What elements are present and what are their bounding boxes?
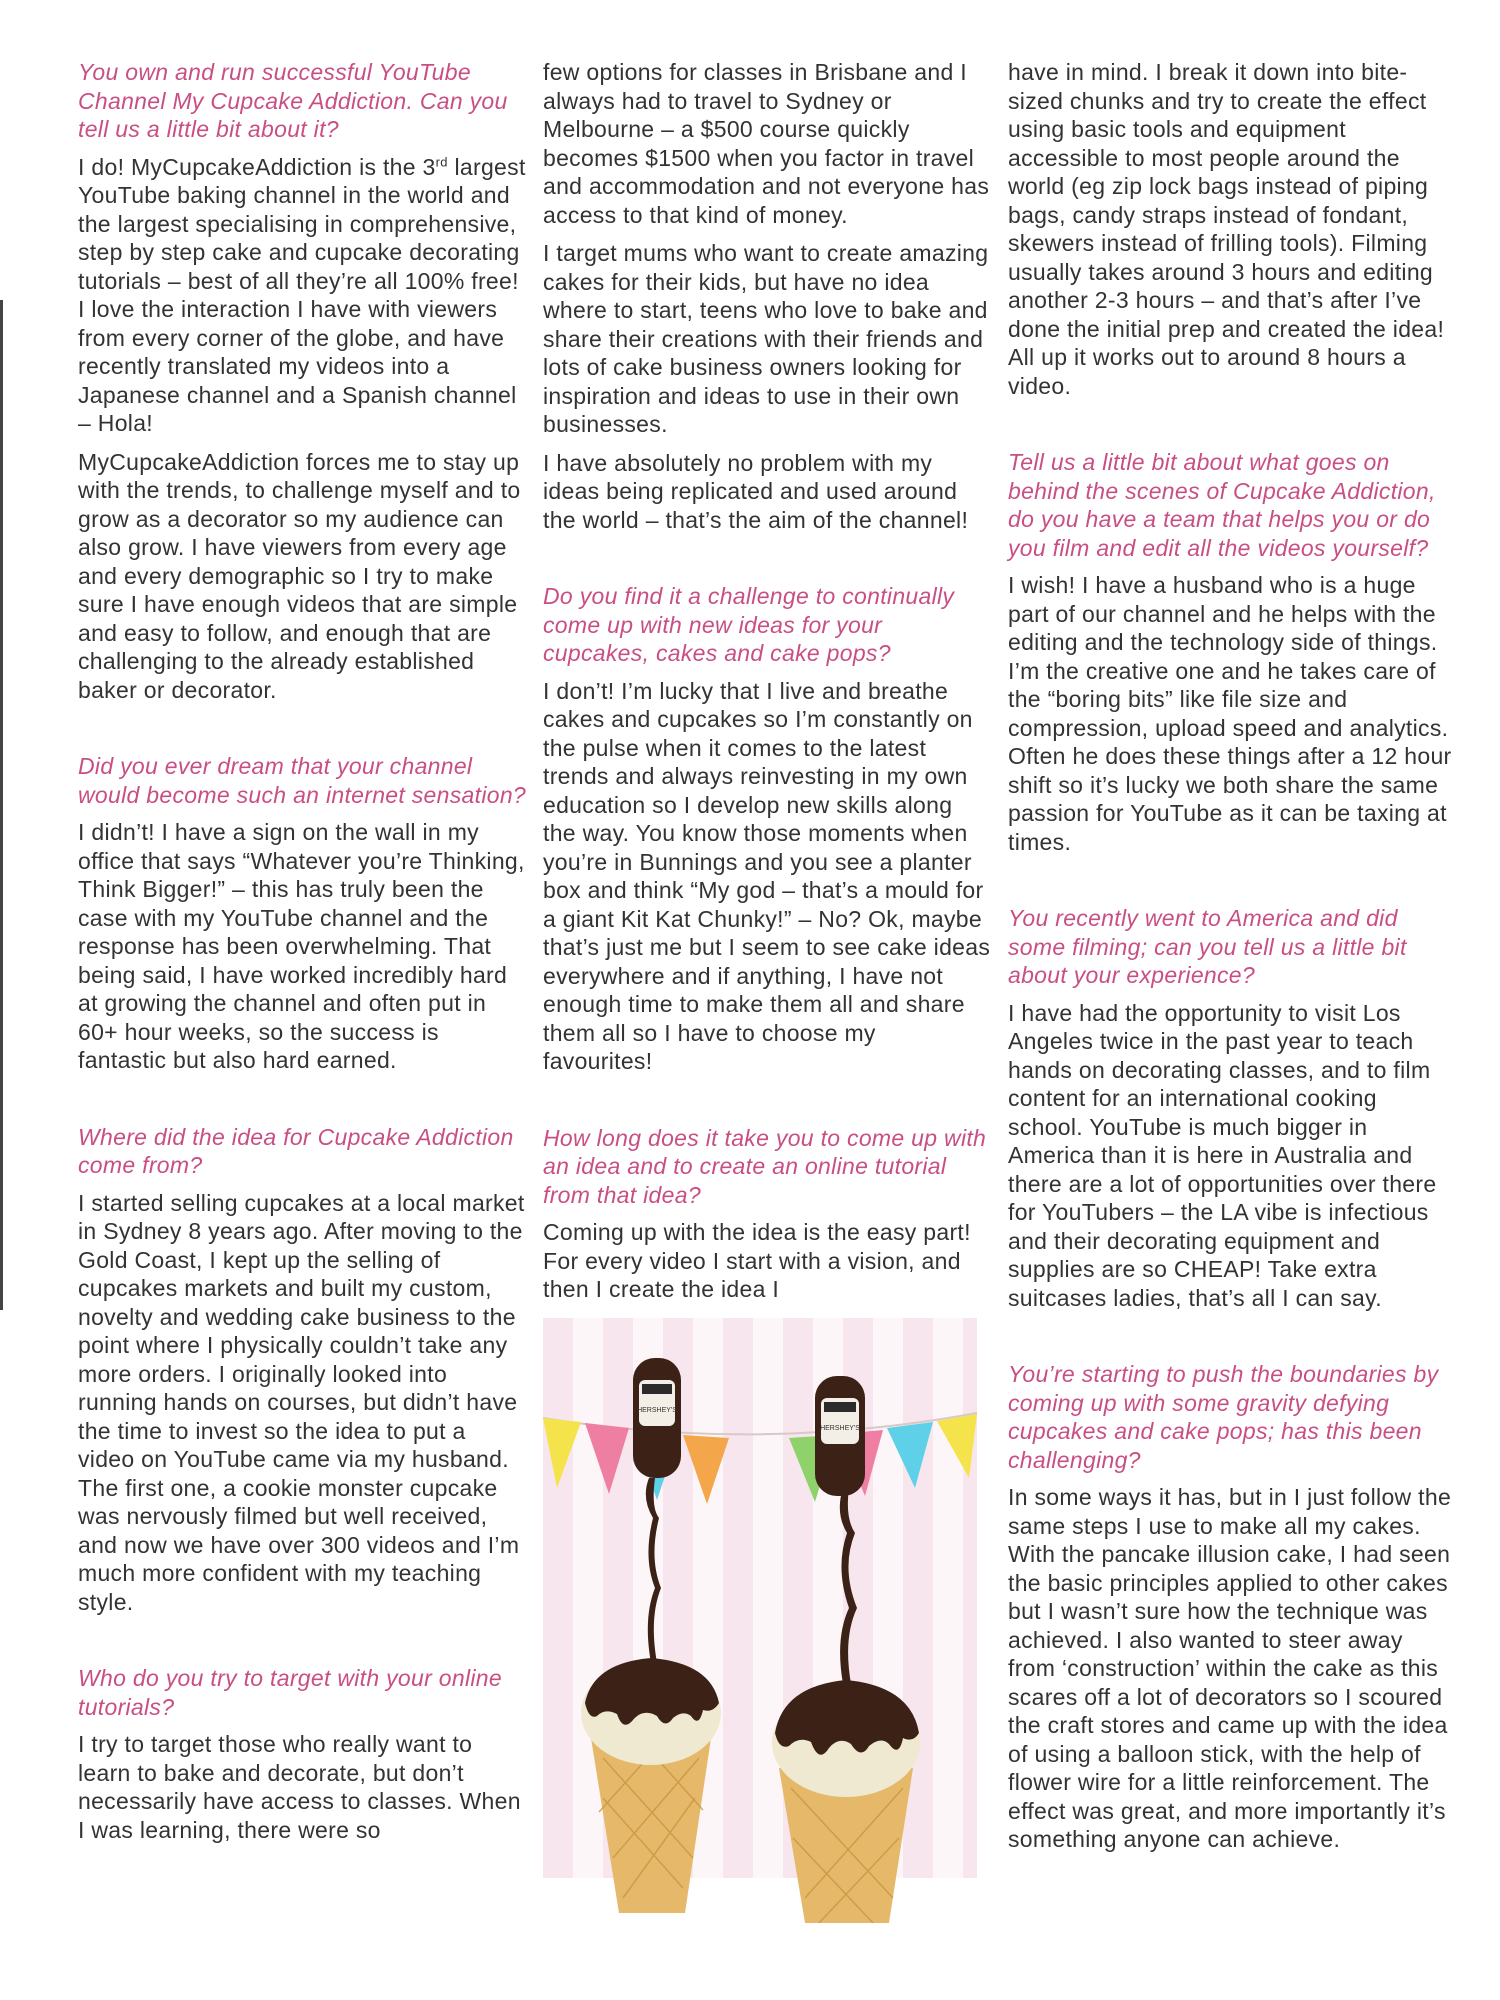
- column-1: [78, 58, 526, 1854]
- answer-paragraph: I wish! I have a husband who is a huge part of our channel and he helps with the editing and the technology side of things. I’m the creative one and he takes care of the “boring bits” like file size and compression, upload speed and analytics. Often he does these things after a 12 hour shift so it’s lucky we both share the same passion for YouTube as it can be taxing at times.: [1008, 572, 1452, 855]
- answer-paragraph: I have absolutely no problem with my ideas being replicated and used around the world – that’s the aim of the channel!: [543, 449, 969, 533]
- question-heading: Who do you try to target with your online tutorials?: [78, 1665, 502, 1720]
- column-3: [1008, 58, 1456, 1864]
- question-heading: Do you find it a challenge to continually come up with new ideas for your cupcakes, cakes and cake pops?: [543, 583, 955, 666]
- bottle-label: HERSHEY'S: [820, 1425, 860, 1432]
- cake-pop-photo: [543, 1318, 977, 1923]
- answer-paragraph: I do! MyCupcakeAddiction is the 3rd largest YouTube baking channel in the world and the largest specialising in comprehensive, step by step cake and cupcake decorating tutorials – best of all they’re all 100% free! I love the interaction I have with viewers from every corner of the globe, and have recently translated my videos into a Japanese channel and a Spanish channel – Hola!: [78, 153, 526, 436]
- page-edge-rule: [0, 300, 3, 1310]
- answer-paragraph: In some ways it has, but in I just follow the same steps I use to make all my cakes. With the pancake illusion cake, I had seen the basic principles applied to other cakes but I wasn’t sure how the technique was achieved. I also wanted to steer away from ‘construction’ within the cake as this scares off a lot of decorators so I scoured the craft stores and came up with the idea of using a balloon stick, with the help of flower wire for a little reinforcement. The effect was great, and more importantly it’s something anyone can achieve.: [1008, 1484, 1452, 1852]
- question-heading: Did you ever dream that your channel would become such an internet sensation?: [78, 753, 526, 808]
- answer-paragraph: I didn’t! I have a sign on the wall in my office that says “Whatever you’re Thinking, Think Bigger!” – this has truly been the case with my YouTube channel and the response has been overwhelming. That being said, I have worked incredibly hard at growing the channel and often put in 60+ hour weeks, so the success is fantastic but also hard earned.: [78, 819, 525, 1073]
- answer-paragraph: I target mums who want to create amazing cakes for their kids, but have no idea where to start, teens who love to bake and share their creations with their friends and lots of cake business owners looking for inspiration and ideas to use in their own businesses.: [543, 240, 989, 437]
- answer-paragraph: have in mind. I break it down into bite-sized chunks and try to create the effect using basic tools and equipment accessible to most people around the world (eg zip lock bags instead of piping bags, candy straps instead of fondant, skewers instead of frilling tools). Filming usually takes around 3 hours and editing another 2-3 hours – and that’s after I’ve done the initial prep and created the idea! All up it works out to around 8 hours a video.: [1008, 59, 1445, 399]
- answer-paragraph: Coming up with the idea is the easy part! For every video I start with a vision, and then I create the idea I: [543, 1219, 971, 1302]
- question-heading: Where did the idea for Cupcake Addiction come from?: [78, 1123, 514, 1178]
- answer-paragraph: I don’t! I’m lucky that I live and breathe cakes and cupcakes so I’m constantly on the pulse when it comes to the latest trends and always reinvesting in my own education so I develop new skills along the way. You know those moments when you’re in Bunnings and you see a planter box and think “My god – that’s a mould for a giant Kit Kat Chunky!” – No? Ok, maybe that’s just me but I seem to see cake ideas everywhere and if anything, I have not enough time to make them all and share them all so I have to choose my favourites!: [543, 677, 991, 1074]
- question-heading: You’re starting to push the boundaries by coming up with some gravity defying cupcakes and cake pops; has this been challenging?: [1008, 1361, 1439, 1473]
- answer-paragraph: I started selling cupcakes at a local market in Sydney 8 years ago. After moving to the Gold Coast, I kept up the selling of cupcakes markets and built my custom, novelty and wedding cake business to the point where I physically couldn’t take any more orders. I originally looked into running hands on courses, but didn’t have the time to invest so the idea to put a video on YouTube came via my husband. The first one, a cookie monster cupcake was nervously filmed but well received, and now we have over 300 videos and I’m much more confident with my teaching style.: [78, 1189, 525, 1615]
- answer-paragraph: MyCupcakeAddiction forces me to stay up with the trends, to challenge myself and to grow as a decorator so my audience can also grow. I have viewers from every age and every demographic so I try to make sure I have enough videos that are simple and easy to follow, and enough that are challenging to the already established baker or decorator.: [78, 448, 521, 703]
- question-heading: How long does it take you to come up with an idea and to create an online tutorial from that idea?: [543, 1124, 987, 1208]
- answer-paragraph: I have had the opportunity to visit Los Angeles twice in the past year to teach hands on decorating classes, and to film content for an international cooking school. YouTube is much bigger in America than it is here in Australia and there are a lot of opportunities over there for YouTubers – the LA vibe is infectious and their decorating equipment and supplies are so CHEAP! Take extra suitcases ladies, that’s all I can say.: [1008, 999, 1437, 1311]
- question-heading: You recently went to America and did some filming; can you tell us a little bit about your experience?: [1008, 905, 1407, 988]
- answer-paragraph: few options for classes in Brisbane and I always had to travel to Sydney or Melbourne – a $500 course quickly becomes $1500 when you factor in travel and accommodation and not everyone has access to that kind of money.: [543, 59, 990, 228]
- answer-paragraph: I try to target those who really want to learn to bake and decorate, but don’t necessarily have access to classes. When I was learning, there were so: [78, 1731, 521, 1843]
- question-heading: You own and run successful YouTube Channel My Cupcake Addiction. Can you tell us a little bit about it?: [78, 59, 508, 142]
- bottle-label: HERSHEY'S: [637, 1407, 677, 1414]
- column-2: [543, 58, 991, 1314]
- question-heading: Tell us a little bit about what goes on behind the scenes of Cupcake Addiction, do you have a team that helps you or do you film and edit all the videos yourself?: [1008, 449, 1436, 561]
